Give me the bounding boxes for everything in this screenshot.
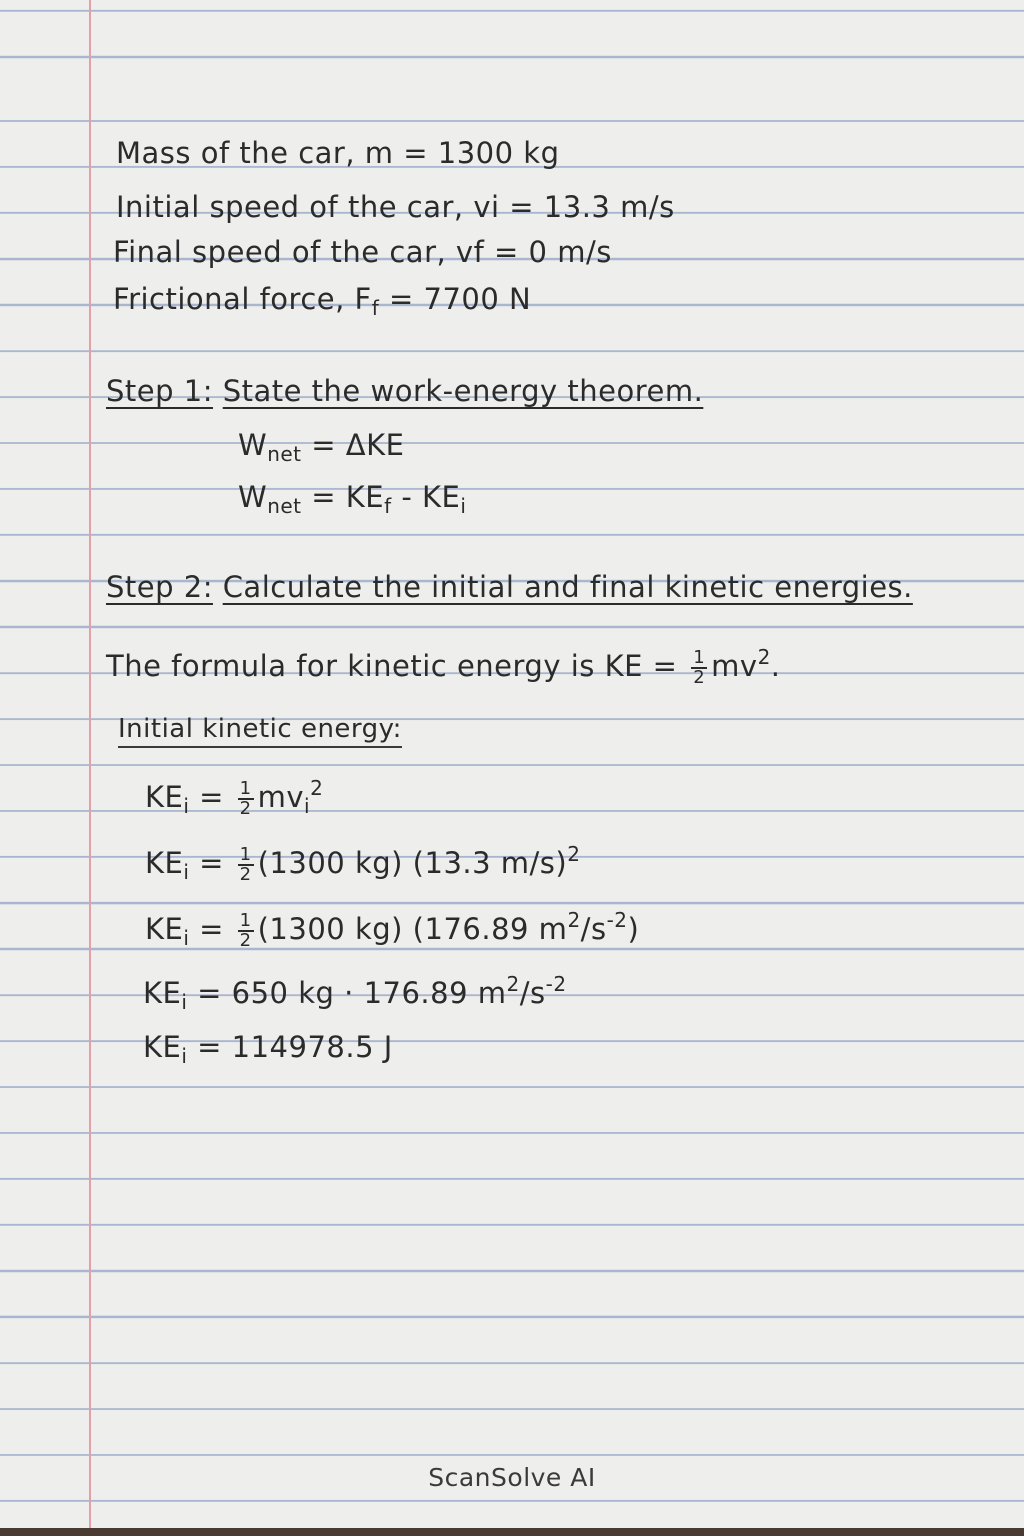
half-fraction: [691, 649, 707, 687]
work-symbol: W: [238, 480, 268, 514]
exponent: 2: [757, 645, 771, 669]
exponent: 2: [310, 776, 324, 800]
step1-equation-2: [238, 480, 466, 518]
equals: =: [187, 1030, 232, 1064]
mv: mv: [711, 649, 758, 683]
substitution: (1300 kg) (176.89 m: [257, 912, 568, 946]
exponent: 2: [506, 972, 520, 996]
initial-sub: i: [181, 1044, 188, 1068]
step2-heading: [106, 570, 913, 604]
step1-label: Step 1:: [106, 374, 213, 408]
ke-final: = KE: [301, 480, 385, 514]
exponent: 2: [567, 908, 581, 932]
half-fraction: [238, 780, 254, 818]
exponent: 2: [567, 842, 581, 866]
unit-divider: /s: [519, 976, 546, 1010]
initial-ke-heading: [118, 714, 402, 744]
work-net-sub: net: [267, 494, 302, 518]
initial-sub: i: [183, 926, 190, 950]
closing-paren: ): [627, 912, 640, 946]
given-friction-text: Frictional force, F: [113, 282, 372, 316]
unit-divider: /s: [580, 912, 607, 946]
ke-formula-text: The formula for kinetic energy is KE =: [106, 649, 688, 683]
given-initial-speed-text: Initial speed of the car, vi = 13.3 m/s: [116, 190, 675, 224]
mv: mv: [257, 780, 305, 814]
period: .: [770, 649, 781, 683]
given-friction: [113, 282, 531, 320]
equals: =: [189, 912, 234, 946]
result-value: 114978.5 J: [231, 1030, 393, 1064]
fraction-denominator: 2: [239, 798, 252, 819]
work-symbol: W: [238, 428, 268, 462]
initial-sub: i: [460, 494, 467, 518]
exponent: -2: [606, 908, 628, 932]
ke-symbol: KE: [145, 780, 184, 814]
fraction-numerator: 1: [239, 778, 252, 799]
substitution: (1300 kg) (13.3 m/s): [257, 846, 568, 880]
initial-sub: i: [183, 860, 190, 884]
initial-sub: i: [304, 794, 311, 818]
fraction-numerator: 1: [239, 844, 252, 865]
step2-title: Calculate the initial and final kinetic energies.: [222, 570, 913, 604]
given-friction-sub: f: [371, 296, 380, 320]
margin-line: [89, 0, 91, 1530]
work-net-sub: net: [267, 442, 302, 466]
step2-label: Step 2:: [106, 570, 213, 604]
scansolve-watermark: ScanSolve AI: [428, 1463, 596, 1492]
given-final-speed: [113, 235, 612, 269]
step1-title: State the work-energy theorem.: [222, 374, 704, 408]
given-final-speed-text: Final speed of the car, vf = 0 m/s: [113, 235, 612, 269]
given-mass: [116, 136, 560, 170]
given-initial-speed: [116, 190, 675, 224]
product: 650 kg · 176.89 m: [231, 976, 507, 1010]
given-mass-text: Mass of the car, m = 1300 kg: [116, 136, 560, 170]
fraction-denominator: 2: [239, 930, 252, 951]
initial-ke-result: [143, 1030, 393, 1068]
fraction-numerator: 1: [239, 910, 252, 931]
half-fraction: [238, 912, 254, 950]
step1-heading: [106, 374, 703, 408]
initial-ke-line-1: [145, 776, 323, 818]
half-fraction: [238, 846, 254, 884]
equals: =: [189, 846, 234, 880]
ke-formula: [106, 645, 781, 687]
initial-ke-line-2: [145, 842, 580, 884]
fraction-denominator: 2: [693, 667, 706, 688]
initial-sub: i: [181, 990, 188, 1014]
fraction-numerator: 1: [693, 647, 706, 668]
delta-ke: = ΔKE: [301, 428, 405, 462]
initial-ke-line-3: [145, 908, 639, 950]
ke-symbol: KE: [143, 976, 182, 1010]
ke-symbol: KE: [145, 846, 184, 880]
initial-sub: i: [183, 794, 190, 818]
ke-symbol: KE: [145, 912, 184, 946]
final-sub: f: [384, 494, 392, 518]
equals: =: [189, 780, 234, 814]
fraction-denominator: 2: [239, 864, 252, 885]
exponent: -2: [545, 972, 567, 996]
initial-ke-heading-text: Initial kinetic energy:: [118, 714, 402, 748]
ke-symbol: KE: [143, 1030, 182, 1064]
step1-equation-1: [238, 428, 404, 466]
given-friction-value: = 7700 N: [379, 282, 532, 316]
ke-initial: - KE: [391, 480, 461, 514]
equals: =: [187, 976, 232, 1010]
initial-ke-line-4: [143, 972, 567, 1014]
